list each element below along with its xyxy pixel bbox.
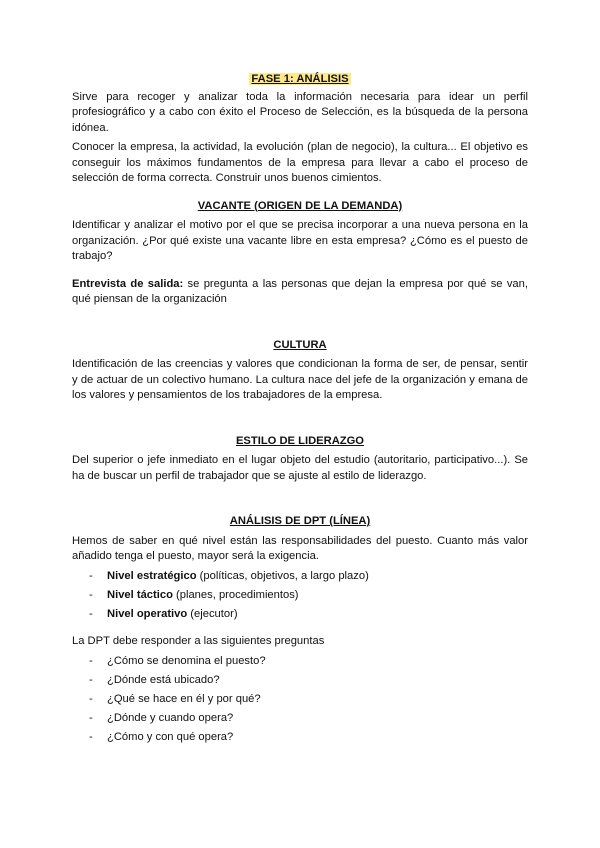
entrevista-salida-text: se pregunta a las personas que dejan la empresa por qué se van, qué piensan de la organización: [72, 277, 528, 305]
vacante-heading: VACANTE (ORIGEN DE LA DEMANDA): [197, 199, 403, 212]
level-name: Nivel táctico: [107, 588, 173, 601]
entrevista-salida-paragraph: [72, 277, 528, 308]
dash-marker: -: [89, 569, 93, 582]
dash-marker: -: [89, 607, 93, 620]
fase-heading-highlight: FASE 1: ANÁLISIS: [251, 73, 349, 85]
list-item: [72, 711, 528, 727]
dash-marker: -: [89, 654, 93, 667]
level-desc: (planes, procedimientos): [172, 588, 299, 601]
question-text: ¿Dónde está ubicado?: [107, 673, 220, 686]
dpt-paragraph: Hemos de saber en qué nivel están las responsabilidades del puesto. Cuanto más valor añadido tenga el puesto, mayor será la exigencia.: [72, 534, 528, 562]
dash-marker: -: [89, 673, 93, 686]
liderazgo-paragraph: Del superior o jefe inmediato en el lugar objeto del estudio (autoritario, participativo...). Se ha de buscar un perfil de trabajador que se ajuste al estilo de liderazgo.: [72, 454, 528, 482]
list-item: [72, 588, 528, 604]
dpt-heading: ANÁLISIS DE DPT (LÍNEA): [229, 515, 371, 527]
list-item: [72, 730, 528, 746]
question-text: ¿Dónde y cuando opera?: [107, 711, 234, 724]
dpt-levels-list: [72, 569, 528, 623]
level-desc: (políticas, objetivos, a largo plazo): [196, 569, 369, 582]
dpt-questions-intro: La DPT debe responder a las siguientes preguntas: [72, 635, 325, 648]
level-desc: (ejecutor): [187, 607, 238, 620]
question-text: ¿Qué se hace en él y por qué?: [107, 692, 261, 705]
liderazgo-heading: ESTILO DE LIDERAZGO: [235, 434, 365, 447]
entrevista-salida-label: Entrevista de salida:: [72, 277, 184, 290]
level-name: Nivel estratégico: [107, 569, 197, 582]
dash-marker: -: [89, 692, 93, 705]
list-item: [72, 673, 528, 689]
dash-marker: -: [89, 711, 93, 724]
question-text: ¿Cómo se denomina el puesto?: [107, 654, 266, 667]
cultura-paragraph: Identificación de las creencias y valores que condicionan la forma de ser, de pensar, sentir y de actuar de un colectivo humano. La cultura nace del jefe de la organización y emana de los valores y pensamientos de los trabajadores de la empresa.: [72, 358, 528, 401]
list-item: [72, 654, 528, 670]
dash-marker: -: [89, 588, 93, 601]
vacante-paragraph: Identificar y analizar el motivo por el que se precisa incorporar a una nueva persona en la organización. ¿Por qué existe una vacante libre en esta empresa? ¿Cómo es el puesto de trabajo?: [72, 219, 528, 262]
dpt-questions-list: [72, 654, 528, 746]
list-item: [72, 692, 528, 708]
cultura-heading: CULTURA: [273, 338, 327, 351]
fase-heading: [72, 72, 528, 88]
fase-paragraph-1: Sirve para recoger y analizar toda la información necesaria para idear un perfil profesiográfico y a cabo con éxito el Proceso de Selección, es la búsqueda de la persona idónea.: [72, 90, 528, 134]
question-text: ¿Cómo y con qué opera?: [107, 731, 234, 744]
list-item: [72, 607, 528, 623]
dash-marker: -: [89, 731, 93, 744]
document-page: [72, 72, 528, 749]
fase-paragraph-2: Conocer la empresa, la actividad, la evolución (plan de negocio), la cultura... El objetivo es conseguir los máximos fundamentos de la empresa para llevar a cabo el proceso de selección de forma correcta. Construir unos buenos cimientos.: [72, 141, 528, 184]
list-item: [72, 569, 528, 585]
level-name: Nivel operativo: [107, 607, 188, 620]
